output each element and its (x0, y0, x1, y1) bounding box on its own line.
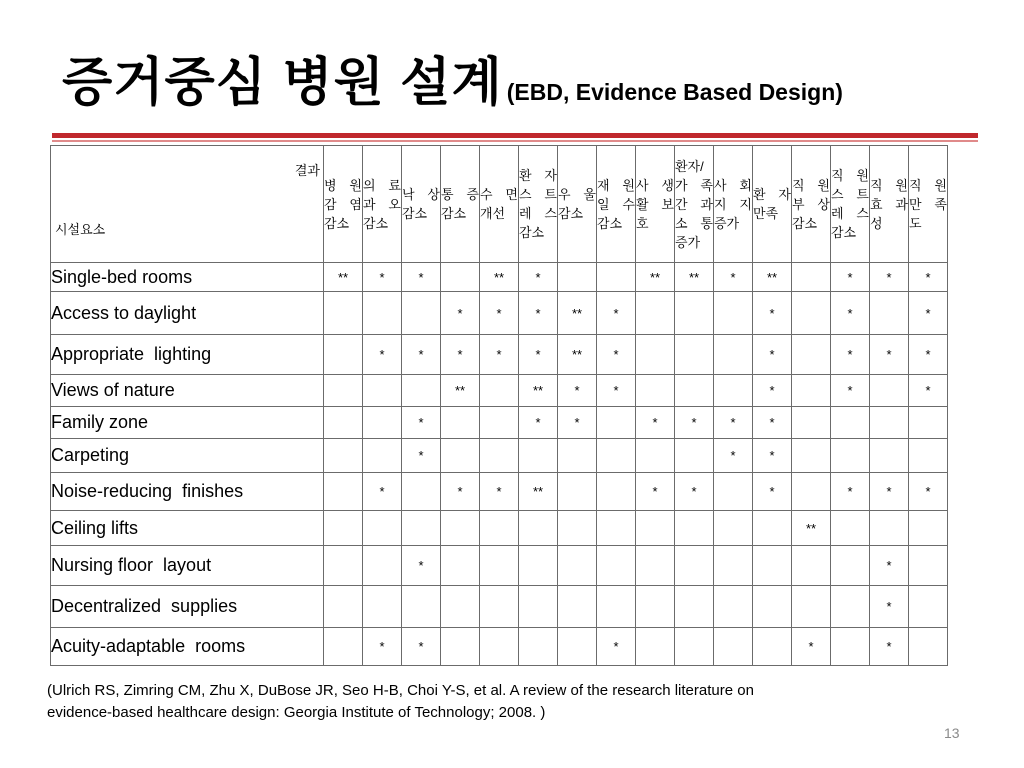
evidence-rating-cell: * (402, 407, 441, 439)
evidence-rating-cell (753, 586, 792, 628)
evidence-rating-cell: * (753, 292, 792, 335)
evidence-rating-cell (909, 439, 948, 473)
evidence-rating-cell: * (753, 407, 792, 439)
column-header: 낙 상 감소 (402, 146, 441, 263)
row-label: Single-bed rooms (51, 263, 324, 292)
evidence-rating-cell (792, 375, 831, 407)
table-row (51, 511, 948, 546)
evidence-rating-cell: * (636, 473, 675, 511)
evidence-rating-cell (636, 292, 675, 335)
evidence-rating-cell (363, 407, 402, 439)
header-row (51, 146, 948, 263)
evidence-rating-cell (909, 546, 948, 586)
column-header: 수 면 개선 (480, 146, 519, 263)
evidence-rating-cell: * (519, 407, 558, 439)
evidence-rating-cell (870, 292, 909, 335)
evidence-rating-cell (441, 439, 480, 473)
evidence-rating-cell (363, 586, 402, 628)
evidence-rating-cell: * (402, 335, 441, 375)
table-row (51, 292, 948, 335)
evidence-rating-cell (636, 546, 675, 586)
column-header: 직 원 스 트 레 스 감소 (831, 146, 870, 263)
title-divider (52, 133, 978, 138)
evidence-rating-cell (909, 628, 948, 666)
evidence-rating-cell (792, 263, 831, 292)
evidence-rating-cell (636, 335, 675, 375)
evidence-rating-cell: * (714, 407, 753, 439)
column-header: 재 원 일 수 감소 (597, 146, 636, 263)
page-number: 13 (944, 725, 960, 741)
table-row (51, 263, 948, 292)
evidence-rating-cell (519, 628, 558, 666)
evidence-rating-cell (714, 511, 753, 546)
evidence-rating-cell (675, 546, 714, 586)
evidence-rating-cell: ** (675, 263, 714, 292)
evidence-rating-cell: * (909, 263, 948, 292)
evidence-rating-cell: * (714, 263, 753, 292)
evidence-rating-cell (519, 439, 558, 473)
evidence-rating-cell (597, 473, 636, 511)
evidence-rating-cell (480, 628, 519, 666)
evidence-rating-cell (441, 628, 480, 666)
table-header (51, 146, 948, 263)
evidence-rating-cell: * (480, 335, 519, 375)
evidence-rating-cell: * (402, 439, 441, 473)
evidence-rating-cell (909, 511, 948, 546)
citation (47, 680, 754, 724)
evidence-rating-cell: * (909, 473, 948, 511)
evidence-rating-cell (597, 439, 636, 473)
evidence-rating-cell: * (441, 335, 480, 375)
evidence-rating-cell (558, 473, 597, 511)
evidence-rating-cell: * (831, 335, 870, 375)
evidence-rating-cell (675, 628, 714, 666)
title-main: 증거중심 병원 설계 (62, 54, 503, 112)
evidence-rating-cell (597, 546, 636, 586)
evidence-rating-cell (324, 586, 363, 628)
evidence-rating-cell (558, 628, 597, 666)
evidence-rating-cell (714, 473, 753, 511)
row-label: Acuity-adaptable rooms (51, 628, 324, 666)
evidence-rating-cell (714, 292, 753, 335)
evidence-rating-cell (324, 292, 363, 335)
evidence-rating-cell (324, 546, 363, 586)
evidence-rating-cell (714, 335, 753, 375)
evidence-rating-cell (441, 586, 480, 628)
evidence-rating-cell (831, 546, 870, 586)
evidence-rating-cell: ** (636, 263, 675, 292)
evidence-rating-cell (519, 546, 558, 586)
evidence-rating-cell (675, 292, 714, 335)
evidence-rating-cell (324, 407, 363, 439)
evidence-rating-cell: * (753, 375, 792, 407)
table-row (51, 335, 948, 375)
evidence-rating-cell: ** (558, 335, 597, 375)
evidence-rating-cell (558, 439, 597, 473)
evidence-rating-cell (909, 586, 948, 628)
evidence-rating-cell (792, 546, 831, 586)
title-subtitle: (EBD, Evidence Based Design) (506, 79, 843, 105)
evidence-rating-cell: * (831, 263, 870, 292)
evidence-rating-cell: * (597, 375, 636, 407)
table-row (51, 439, 948, 473)
evidence-rating-cell (636, 439, 675, 473)
evidence-rating-cell (636, 511, 675, 546)
evidence-rating-cell (753, 546, 792, 586)
evidence-rating-cell: ** (792, 511, 831, 546)
evidence-rating-cell: * (831, 473, 870, 511)
evidence-rating-cell (870, 375, 909, 407)
row-label: Access to daylight (51, 292, 324, 335)
table-row (51, 407, 948, 439)
evidence-rating-cell: * (792, 628, 831, 666)
evidence-rating-cell (636, 586, 675, 628)
evidence-rating-cell: * (870, 473, 909, 511)
evidence-rating-cell (363, 439, 402, 473)
column-header: 환 자 스 트 레 스 감소 (519, 146, 558, 263)
evidence-rating-cell: * (909, 375, 948, 407)
evidence-rating-cell: * (636, 407, 675, 439)
citation-line-1: (Ulrich RS, Zimring CM, Zhu X, DuBose JR, Seo H-B, Choi Y-S, et al. A review of the research literature on (47, 682, 754, 699)
column-header: 사 생 활 보 호 (636, 146, 675, 263)
evidence-rating-cell (363, 292, 402, 335)
row-label: Nursing floor layout (51, 546, 324, 586)
evidence-rating-cell (597, 586, 636, 628)
evidence-rating-cell: * (558, 407, 597, 439)
evidence-rating-cell (402, 473, 441, 511)
evidence-rating-cell (597, 263, 636, 292)
evidence-rating-cell (324, 375, 363, 407)
table-row (51, 473, 948, 511)
evidence-rating-cell (324, 439, 363, 473)
evidence-rating-cell (714, 628, 753, 666)
evidence-rating-cell (480, 586, 519, 628)
table-row (51, 375, 948, 407)
evidence-rating-cell: * (402, 546, 441, 586)
evidence-rating-cell (792, 473, 831, 511)
slide-title (62, 40, 843, 115)
evidence-rating-cell (870, 407, 909, 439)
evidence-rating-cell (714, 375, 753, 407)
evidence-rating-cell (753, 511, 792, 546)
column-header: 환자/ 가 족 간 과 소 통 증가 (675, 146, 714, 263)
evidence-rating-cell: * (402, 263, 441, 292)
evidence-rating-cell (636, 628, 675, 666)
evidence-rating-cell (402, 375, 441, 407)
evidence-rating-cell (324, 335, 363, 375)
evidence-rating-cell (363, 546, 402, 586)
evidence-rating-cell (558, 546, 597, 586)
evidence-rating-cell (480, 375, 519, 407)
evidence-rating-cell: ** (519, 473, 558, 511)
evidence-rating-cell (792, 335, 831, 375)
evidence-rating-cell: * (480, 473, 519, 511)
evidence-rating-cell (831, 586, 870, 628)
evidence-rating-cell: * (363, 263, 402, 292)
evidence-rating-cell (597, 511, 636, 546)
evidence-rating-cell: * (402, 628, 441, 666)
evidence-rating-cell (480, 546, 519, 586)
evidence-rating-cell: * (870, 546, 909, 586)
evidence-rating-cell: ** (480, 263, 519, 292)
evidence-rating-cell (480, 511, 519, 546)
evidence-rating-cell (831, 407, 870, 439)
evidence-rating-cell: ** (324, 263, 363, 292)
evidence-rating-cell (441, 263, 480, 292)
evidence-rating-cell: * (363, 628, 402, 666)
row-label: Family zone (51, 407, 324, 439)
corner-header-facility-elements: 시설요소 (55, 222, 106, 237)
evidence-rating-cell (324, 511, 363, 546)
evidence-rating-cell (324, 473, 363, 511)
evidence-rating-cell (597, 407, 636, 439)
evidence-rating-cell (675, 439, 714, 473)
column-header: 직 원 부 상 감소 (792, 146, 831, 263)
evidence-rating-cell (402, 586, 441, 628)
column-header: 통 증 감소 (441, 146, 480, 263)
evidence-rating-cell: * (441, 292, 480, 335)
evidence-rating-cell: * (909, 292, 948, 335)
evidence-rating-cell: * (597, 335, 636, 375)
evidence-rating-cell (363, 511, 402, 546)
column-header: 사 회 지 지 증가 (714, 146, 753, 263)
evidence-rating-cell: ** (753, 263, 792, 292)
evidence-rating-cell (831, 439, 870, 473)
evidence-rating-cell: ** (441, 375, 480, 407)
evidence-rating-cell (402, 292, 441, 335)
evidence-rating-cell: * (870, 335, 909, 375)
evidence-rating-cell: ** (558, 292, 597, 335)
evidence-rating-cell: * (519, 292, 558, 335)
evidence-rating-cell (792, 586, 831, 628)
evidence-rating-cell (558, 586, 597, 628)
evidence-rating-cell: ** (519, 375, 558, 407)
column-header: 환 자 만족 (753, 146, 792, 263)
evidence-rating-cell (753, 628, 792, 666)
evidence-rating-cell: * (675, 407, 714, 439)
corner-header-results: 결과 (294, 163, 320, 178)
column-header: 의 료 과 오 감소 (363, 146, 402, 263)
evidence-rating-cell (519, 511, 558, 546)
row-label: Views of nature (51, 375, 324, 407)
evidence-rating-cell (714, 546, 753, 586)
column-header: 직 원 효 과 성 (870, 146, 909, 263)
evidence-rating-cell (441, 511, 480, 546)
citation-line-2: evidence-based healthcare design: Georgia Institute of Technology; 2008. ) (47, 704, 546, 721)
evidence-rating-cell: * (519, 263, 558, 292)
evidence-rating-cell (831, 511, 870, 546)
evidence-rating-cell: * (870, 263, 909, 292)
table-body (51, 263, 948, 666)
evidence-rating-cell (363, 375, 402, 407)
evidence-rating-cell (675, 511, 714, 546)
evidence-rating-cell: * (441, 473, 480, 511)
evidence-rating-cell: * (909, 335, 948, 375)
evidence-table (50, 145, 948, 666)
evidence-rating-cell: * (714, 439, 753, 473)
evidence-rating-cell (324, 628, 363, 666)
evidence-rating-cell (480, 407, 519, 439)
evidence-rating-cell: * (363, 335, 402, 375)
evidence-rating-cell (675, 335, 714, 375)
evidence-rating-cell (714, 586, 753, 628)
column-header: 병 원 감 염 감소 (324, 146, 363, 263)
evidence-rating-cell: * (831, 375, 870, 407)
evidence-rating-cell (870, 511, 909, 546)
evidence-rating-cell (792, 439, 831, 473)
table-row (51, 546, 948, 586)
table-row (51, 586, 948, 628)
column-header: 직 원 만 족 도 (909, 146, 948, 263)
evidence-rating-cell: * (597, 292, 636, 335)
evidence-rating-cell (792, 407, 831, 439)
evidence-rating-cell: * (558, 375, 597, 407)
column-header: 우 울 감소 (558, 146, 597, 263)
evidence-rating-cell (441, 546, 480, 586)
row-label: Noise-reducing finishes (51, 473, 324, 511)
evidence-rating-cell: * (519, 335, 558, 375)
evidence-rating-cell: * (363, 473, 402, 511)
evidence-rating-cell (870, 439, 909, 473)
table-row (51, 628, 948, 666)
evidence-rating-cell (519, 586, 558, 628)
corner-header (51, 146, 324, 263)
row-label: Decentralized supplies (51, 586, 324, 628)
evidence-rating-cell: * (480, 292, 519, 335)
evidence-rating-cell (636, 375, 675, 407)
evidence-rating-cell (480, 439, 519, 473)
title-divider-shadow (52, 140, 978, 142)
evidence-rating-cell (831, 628, 870, 666)
evidence-rating-cell (909, 407, 948, 439)
evidence-rating-cell: * (870, 586, 909, 628)
evidence-rating-cell: * (675, 473, 714, 511)
row-label: Carpeting (51, 439, 324, 473)
evidence-rating-cell (558, 511, 597, 546)
evidence-rating-cell: * (597, 628, 636, 666)
evidence-rating-cell (558, 263, 597, 292)
evidence-rating-cell (792, 292, 831, 335)
evidence-rating-cell (675, 375, 714, 407)
evidence-rating-cell: * (831, 292, 870, 335)
row-label: Ceiling lifts (51, 511, 324, 546)
evidence-rating-cell: * (753, 473, 792, 511)
evidence-rating-cell: * (753, 335, 792, 375)
evidence-rating-cell: * (753, 439, 792, 473)
row-label: Appropriate lighting (51, 335, 324, 375)
evidence-rating-cell: * (870, 628, 909, 666)
evidence-rating-cell (441, 407, 480, 439)
evidence-rating-cell (402, 511, 441, 546)
evidence-rating-cell (675, 586, 714, 628)
